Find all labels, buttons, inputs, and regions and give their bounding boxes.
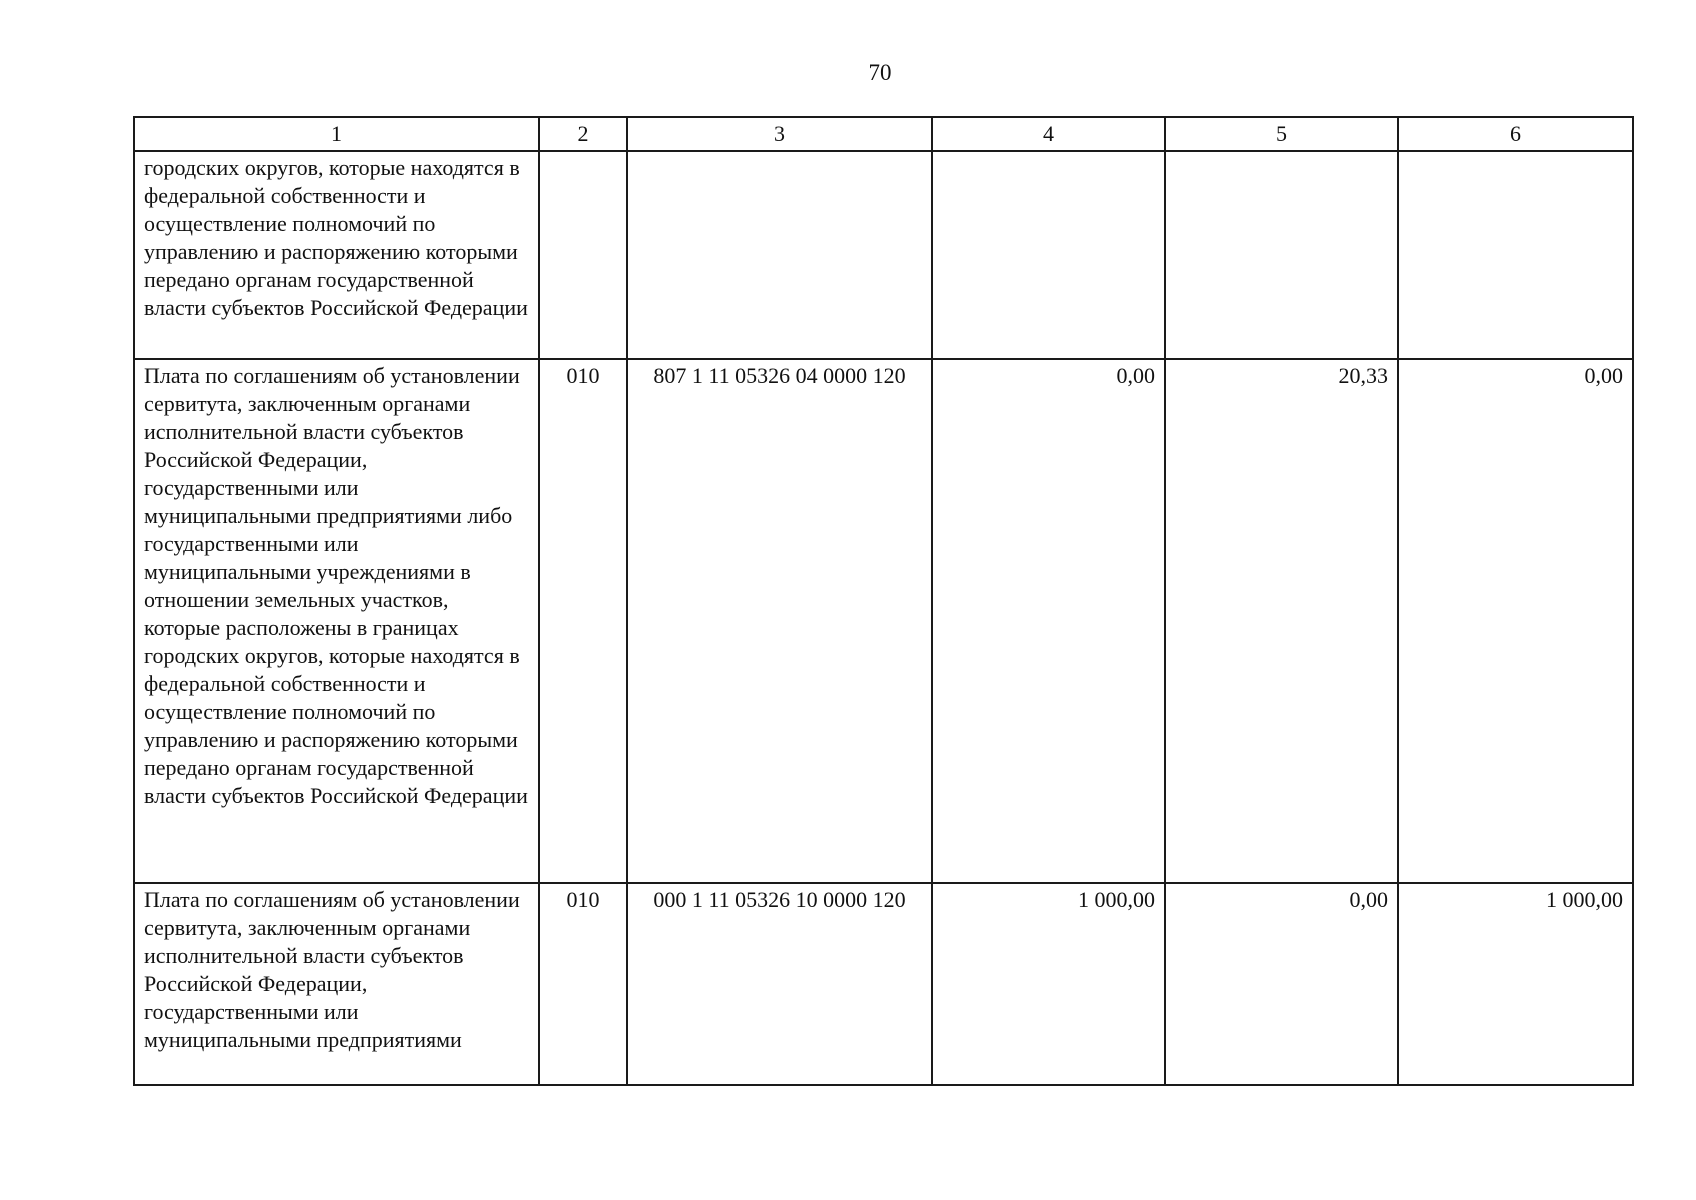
- row-name-cell: Плата по соглашениям об установлении сервитута, заключенным органами исполнительной власти субъектов Российской Федерации, государственными или муниципальными предприятиями: [134, 883, 539, 1085]
- row-name-cell: городских округов, которые находятся в федеральной собственности и осуществление полномочий по управлению и распоряжению которыми передано органам государственной власти субъектов Российской Федерации: [134, 151, 539, 359]
- table-row: [134, 883, 1633, 1085]
- column-header-3: 3: [627, 117, 932, 151]
- row-kbk-cell: 000 1 11 05326 10 0000 120: [627, 883, 932, 1085]
- row-col4-cell: 1 000,00: [932, 883, 1165, 1085]
- table-row: [134, 359, 1633, 883]
- column-header-6: 6: [1398, 117, 1633, 151]
- budget-table: [133, 116, 1634, 1086]
- column-header-1: 1: [134, 117, 539, 151]
- row-col6-cell: [1398, 151, 1633, 359]
- column-header-4: 4: [932, 117, 1165, 151]
- row-code-cell: 010: [539, 359, 627, 883]
- row-col5-cell: [1165, 151, 1398, 359]
- page-number: 70: [868, 60, 892, 85]
- column-header-2: 2: [539, 117, 627, 151]
- row-kbk-cell: [627, 151, 932, 359]
- row-col6-cell: 1 000,00: [1398, 883, 1633, 1085]
- column-header-5: 5: [1165, 117, 1398, 151]
- table-row: [134, 151, 1633, 359]
- row-col5-cell: 20,33: [1165, 359, 1398, 883]
- row-col4-cell: [932, 151, 1165, 359]
- row-col5-cell: 0,00: [1165, 883, 1398, 1085]
- row-col4-cell: 0,00: [932, 359, 1165, 883]
- row-col6-cell: 0,00: [1398, 359, 1633, 883]
- row-code-cell: [539, 151, 627, 359]
- table-header-row: [134, 117, 1633, 151]
- row-code-cell: 010: [539, 883, 627, 1085]
- row-kbk-cell: 807 1 11 05326 04 0000 120: [627, 359, 932, 883]
- row-name-cell: Плата по соглашениям об установлении сервитута, заключенным органами исполнительной власти субъектов Российской Федерации, государственными или муниципальными предприятиями либо государственными или муниципальными учреждениями в отношении земельных участков, которые расположены в границах городских округов, которые находятся в федеральной собственности и осуществление полномочий по управлению и распоряжению которыми передано органам государственной власти субъектов Российской Федерации: [134, 359, 539, 883]
